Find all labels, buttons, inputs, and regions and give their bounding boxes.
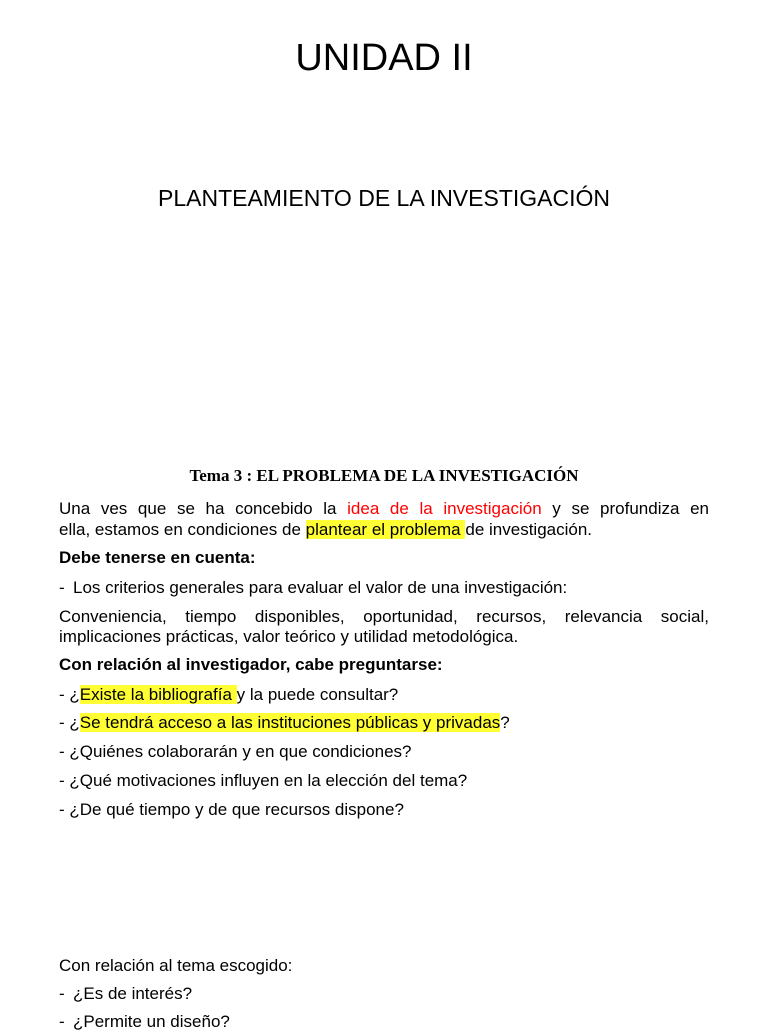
intro-text: de investigación. [465,520,593,539]
question-prefix: - ¿ [59,685,80,704]
tema-item-text: ¿Es de interés? [73,984,193,1003]
instituciones-highlight: Se tendrá acceso a las instituciones públicas y privadas [79,713,501,732]
intro-text: Una ves que se ha concebido la [59,499,348,518]
question-text: y la puede consultar? [236,685,399,704]
bullet-dash: - [59,578,65,597]
intro-text: y se profundiza en [541,499,709,518]
idea-red-text: idea de la investigación [347,499,542,518]
question-item: - ¿Qué motivaciones influyen en la elección del tema? [59,771,468,790]
tema-escogido-heading: Con relación al tema escogido: [59,956,293,975]
tema-item-text: ¿Permite un diseño? [73,1012,230,1031]
conveniencia-line-2: implicaciones prácticas, valor teórico y utilidad metodológica. [59,627,519,646]
bullet-dash: - [59,984,65,1003]
question-prefix: - ¿ [59,713,80,732]
tema-heading: Tema 3 : EL PROBLEMA DE LA INVESTIGACIÓN [189,466,579,485]
tema-item [59,983,192,1004]
debe-heading: Debe tenerse en cuenta: [59,548,256,567]
criterios-text: Los criterios generales para evaluar el valor de una investigación: [73,578,568,597]
criterios-item [59,577,567,598]
intro-text: ella, estamos en condiciones de [59,520,306,539]
conveniencia-line-1: Conveniencia, tiempo disponibles, oportunidad, recursos, relevancia social, [59,607,709,626]
intro-line-1 [59,498,709,519]
intro-line-2 [59,519,592,540]
bibliografia-highlight: Existe la bibliografía [79,685,237,704]
question-item: - ¿De qué tiempo y de que recursos dispone? [59,800,404,819]
question-item [59,712,510,733]
question-text: ? [500,713,510,732]
question-item [59,684,398,705]
investigador-heading: Con relación al investigador, cabe preguntarse: [59,655,443,674]
tema-item [59,1011,230,1032]
plantear-highlight: plantear el problema [305,520,466,539]
question-item: - ¿Quiénes colaborarán y en que condiciones? [59,742,412,761]
unit-title: UNIDAD II [295,37,473,79]
bullet-dash: - [59,1012,65,1031]
section-subtitle: PLANTEAMIENTO DE LA INVESTIGACIÓN [157,185,610,211]
